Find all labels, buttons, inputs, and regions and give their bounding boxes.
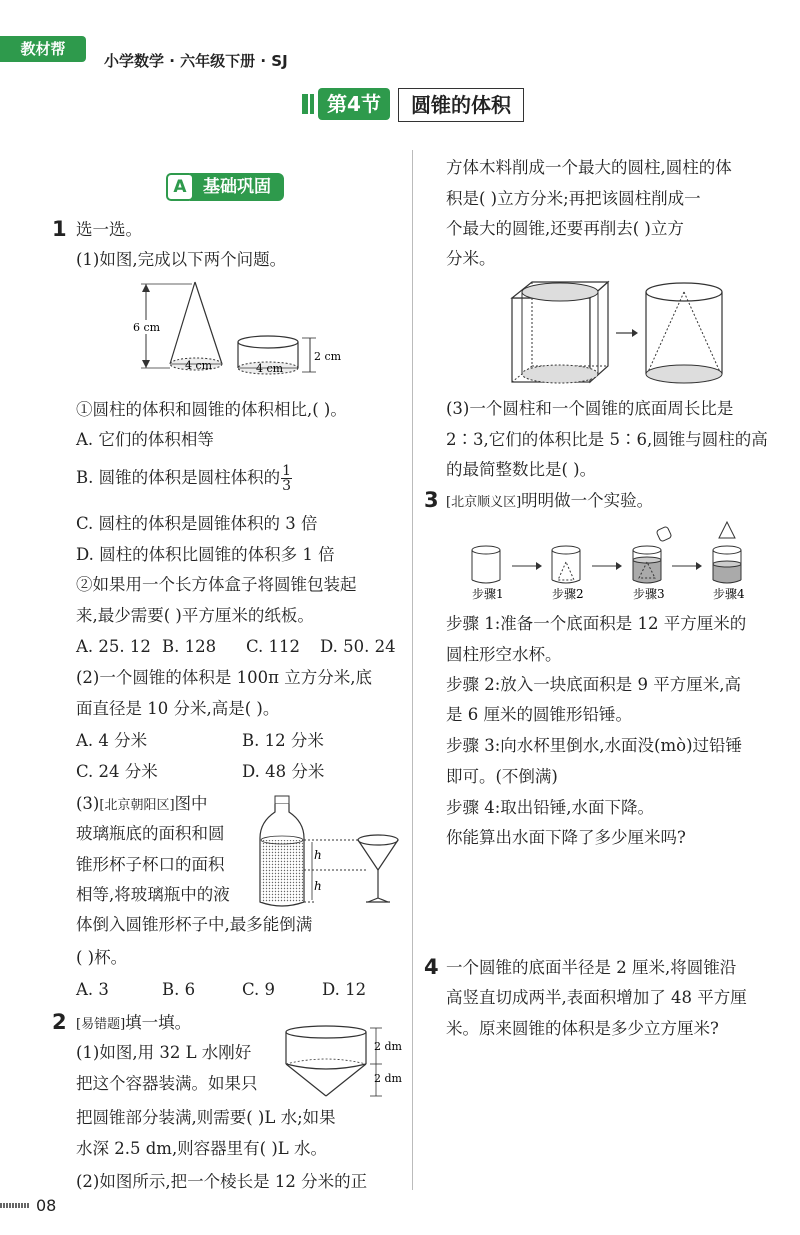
q4-line3: 米。原来圆锥的体积是多少立方厘米?: [446, 1019, 719, 1038]
q1-option-b-text: B. 圆锥的体积是圆柱体积的: [76, 468, 281, 487]
q3-line6: 即可。(不倒满): [446, 767, 558, 786]
q1-part2-line1: (2)一个圆锥的体积是 100π 立方分米,底: [76, 668, 372, 687]
cone-height-label: 6 cm: [133, 321, 161, 334]
q1-sub2-line1: ②如果用一个长方体盒子将圆锥包装起: [76, 575, 357, 594]
q3-line5: 步骤 3:向水杯里倒水,水面没(mò)过铅锤: [446, 736, 743, 755]
q2-line1: (1)如图,用 32 L 水刚好: [76, 1043, 252, 1062]
q1-sub2-opt-b: B. 128: [162, 637, 217, 656]
q1-part2-opt-d: D. 48 分米: [242, 762, 325, 781]
right-line4: 分米。: [446, 249, 496, 268]
right-line1: 方体木料削成一个最大的圆柱,圆柱的体: [446, 158, 732, 177]
q1-part1: (1)如图,完成以下两个问题。: [76, 250, 287, 269]
question-number-3: 3: [424, 488, 439, 512]
q1-sub2-line2: 来,最少需要( )平方厘米的纸板。: [76, 606, 314, 625]
fraction-numerator: 1: [282, 463, 292, 479]
question-number-2: 2: [52, 1010, 67, 1034]
bottle-cup-figure: [256, 794, 406, 914]
q1-part3-line4: 相等,将玻璃瓶中的液: [76, 885, 230, 904]
q3-line7: 步骤 4:取出铅锤,水面下降。: [446, 798, 655, 817]
q1-part2-line2: 面直径是 10 分米,高是( )。: [76, 699, 280, 718]
cylinder-height-label: 2 cm: [314, 350, 342, 363]
right-line3: 个最大的圆锥,还要再削去( )立方: [446, 219, 684, 238]
question-number-4: 4: [424, 955, 439, 979]
q1-sub2-opt-a: A. 25. 12: [76, 637, 151, 656]
q1-part3-line3: 锥形杯子杯口的面积: [76, 855, 225, 874]
q1-part3-prefix: (3): [76, 794, 100, 813]
container-figure: [280, 1020, 408, 1102]
chapter-title: 圆锥的体积: [398, 88, 524, 122]
q3-line3: 步骤 2:放入一块底面积是 9 平方厘米,高: [446, 675, 742, 694]
q1-part3-opt-a: A. 3: [76, 980, 109, 999]
question-number-1: 1: [52, 217, 67, 241]
chapter-deco-left: [302, 94, 308, 114]
q3-line2: 圆柱形空水杯。: [446, 645, 562, 664]
q3-tag: [北京顺义区]: [446, 495, 522, 510]
step-2-label: 步骤2: [552, 587, 584, 601]
q3-line4: 是 6 厘米的圆锥形铅锤。: [446, 705, 632, 724]
experiment-steps-figure: [456, 520, 786, 602]
q2-line5: (2)如图所示,把一个棱长是 12 分米的正: [76, 1172, 368, 1191]
q1-part3-opt-c: C. 9: [242, 980, 276, 999]
q1-part2-opt-a: A. 4 分米: [76, 731, 148, 750]
step-4-label: 步骤4: [713, 587, 745, 601]
q2-line3: 把圆锥部分装满,则需要( )L 水;如果: [76, 1108, 336, 1127]
cube-to-cylinder-figure: [508, 278, 728, 388]
q1-option-d: D. 圆柱的体积比圆锥的体积多 1 倍: [76, 545, 335, 564]
brand-badge: 教材帮: [0, 36, 86, 62]
q2-line4: 水深 2.5 dm,则容器里有( )L 水。: [76, 1139, 328, 1158]
cone-cylinder-figure: [130, 276, 360, 378]
step-3-label: 步骤3: [633, 587, 665, 601]
cone-part-height: 2 dm: [374, 1072, 402, 1085]
q1-option-a: A. 它们的体积相等: [76, 430, 214, 449]
q2-line2: 把这个容器装满。如果只: [76, 1074, 258, 1093]
step-1-label: 步骤1: [472, 587, 504, 601]
page-number: 08: [36, 1196, 57, 1215]
page-number-bar: [0, 1203, 30, 1208]
height-label-bottom: h: [314, 879, 322, 893]
right-line6: 2∶3,它们的体积比是 5∶6,圆锥与圆柱的高: [446, 430, 768, 449]
right-line2: 积是( )立方分米;再把该圆柱削成一: [446, 189, 701, 208]
cylinder-diameter-label: 4 cm: [256, 362, 284, 375]
q1-sub2-opt-d: D. 50. 24: [320, 637, 396, 656]
q1-part3-line2: 玻璃瓶底的面积和圆: [76, 824, 225, 843]
q1-part3-line1: [76, 792, 208, 818]
section-letter: A: [166, 173, 194, 201]
q1-sub2-opt-c: C. 112: [246, 637, 301, 656]
chapter-label: 第4节: [318, 88, 390, 120]
q1-part3-opt-d: D. 12: [322, 980, 367, 999]
region-tag: [北京朝阳区]: [99, 798, 175, 813]
q2-tag: [易错题]: [76, 1017, 126, 1032]
q1-prompt: 选一选。: [76, 220, 142, 239]
cone-diameter-label: 4 cm: [185, 359, 213, 372]
cylinder-part-height: 2 dm: [374, 1040, 402, 1053]
fraction: [281, 464, 292, 493]
q3-prompt: [446, 489, 653, 515]
section-label: 基础巩固: [190, 173, 284, 201]
q1-part3-line5: 体倒入圆锥形杯子中,最多能倒满: [76, 915, 313, 934]
chapter-deco-left2: [310, 94, 314, 114]
q1-sub1: ①圆柱的体积和圆锥的体积相比,( )。: [76, 400, 347, 419]
q1-option-c: C. 圆柱的体积是圆锥体积的 3 倍: [76, 514, 318, 533]
q3-text: 明明做一个实验。: [521, 491, 654, 510]
right-line7: 的最简整数比是( )。: [446, 460, 597, 479]
column-divider: [412, 150, 413, 1190]
q1-part2-opt-b: B. 12 分米: [242, 731, 324, 750]
right-line5: (3)一个圆柱和一个圆锥的底面周长比是: [446, 399, 734, 418]
q3-line1: 步骤 1:准备一个底面积是 12 平方厘米的: [446, 614, 747, 633]
q4-line1: 一个圆锥的底面半径是 2 厘米,将圆锥沿: [446, 958, 737, 977]
q2-prompt: [76, 1011, 191, 1037]
fraction-denominator: 3: [282, 478, 292, 494]
q1-part2-opt-c: C. 24 分米: [76, 762, 158, 781]
q1-option-b: [76, 464, 292, 493]
q1-part3-line6: ( )杯。: [76, 948, 128, 967]
height-label-top: h: [314, 848, 322, 862]
q3-line8: 你能算出水面下降了多少厘米吗?: [446, 828, 686, 847]
book-title: 小学数学 · 六年级下册 · SJ: [104, 52, 288, 70]
q1-part3-opt-b: B. 6: [162, 980, 196, 999]
q4-line2: 高竖直切成两半,表面积增加了 48 平方厘: [446, 988, 747, 1007]
q2-text: 填一填。: [125, 1013, 192, 1032]
q1-part3-text: 图中: [174, 794, 208, 813]
